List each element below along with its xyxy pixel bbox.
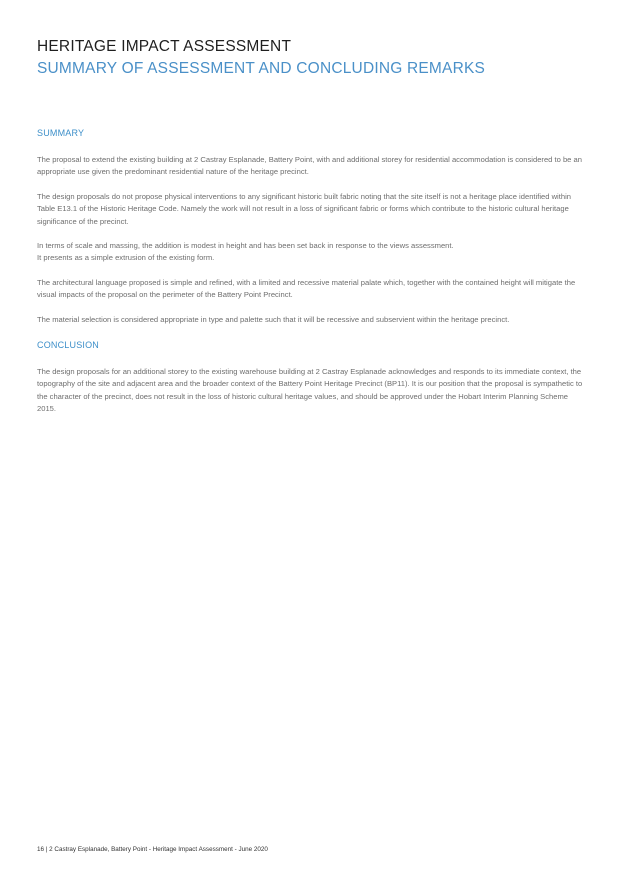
summary-paragraph-2: The design proposals do not propose physical interventions to any significant historic built fabric noting that the site itself is not a heritage place identified within Table E13.1 of the Historic Heritage Code. Namely the work will not result in a loss of significant fabric or forms which contribute to the historic cultural heritage significance of the precinct. — [37, 191, 571, 226]
summary-paragraph-6: The material selection is considered appropriate in type and palette such that it will be recessive and subservient within the heritage precinct. — [37, 314, 510, 324]
document-body — [37, 128, 585, 428]
summary-paragraph-1: The proposal to extend the existing building at 2 Castray Esplanade, Battery Point, with and additional storey for residential accommodation is considered to be an appropriate use given the predominant residential nature of the heritage precinct. — [37, 155, 582, 177]
page-title: HERITAGE IMPACT ASSESSMENT — [37, 38, 292, 55]
conclusion-heading: CONCLUSION — [37, 340, 100, 351]
conclusion-paragraph-1: The design proposals for an additional storey to the existing warehouse building at 2 Castray Esplanade acknowledges and responds to its immediate context, the topography of the site and adjacent area and the broader context of the Battery Point Heritage Precinct (BP11). It is our position that the proposal is sympathetic to the character of the precinct, does not result in the loss of historic cultural heritage values, and should be approved under the Hobart Interim Planning Scheme 2015. — [37, 367, 583, 414]
summary-paragraph-5: The architectural language proposed is simple and refined, with a limited and recessive material palate which, together with the contained height will mitigate the visual impacts of the proposal on the perimeter of the Battery Point Precinct. — [37, 277, 576, 300]
summary-paragraph-4: It presents as a simple extrusion of the existing form. — [37, 253, 215, 263]
page-footer: 16 | 2 Castray Esplanade, Battery Point - Heritage Impact Assessment - June 2020 — [37, 846, 268, 853]
page-subtitle: SUMMARY OF ASSESSMENT AND CONCLUDING REMARKS — [37, 60, 486, 77]
summary-paragraph-3: In terms of scale and massing, the addition is modest in height and has been set back in response to the views assessment. — [37, 241, 454, 251]
summary-heading: SUMMARY — [37, 128, 85, 138]
